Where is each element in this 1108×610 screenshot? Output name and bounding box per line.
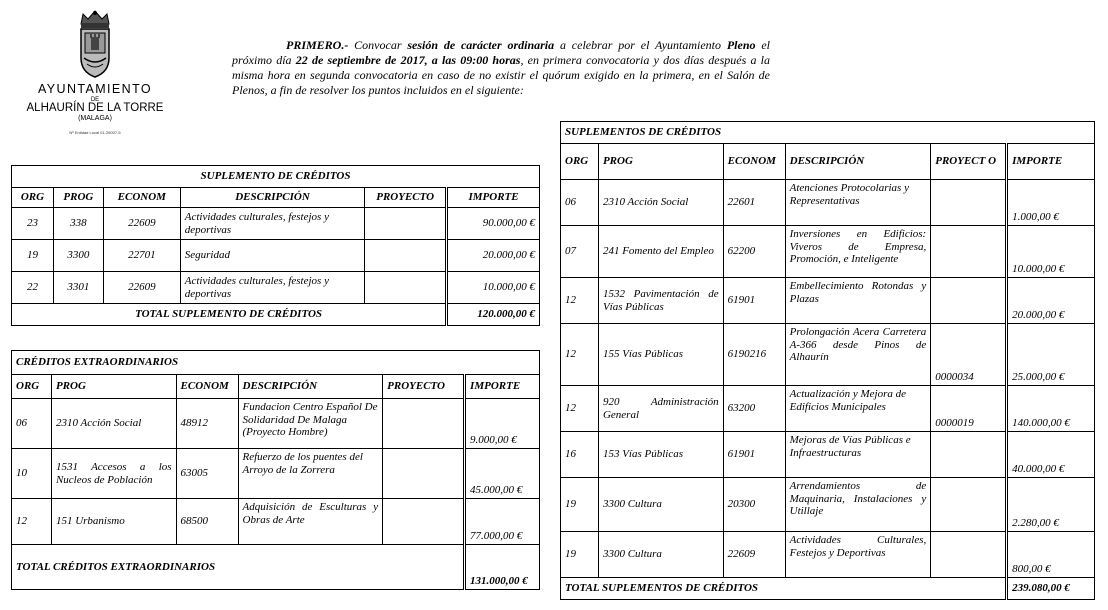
total-value: 120.000,00 € xyxy=(447,304,540,326)
cell-description: Seguridad xyxy=(180,240,364,272)
cell-org: 07 xyxy=(561,226,599,278)
supplement-credits-table xyxy=(11,165,540,326)
intro-session-type: sesión de carácter ordinaria xyxy=(407,38,555,52)
total-label: TOTAL SUPLEMENTOS DE CRÉDITOS xyxy=(561,578,1007,600)
col-header: IMPORTE xyxy=(447,188,540,208)
cell-prog: 2310 Acción Social xyxy=(51,399,176,449)
col-header: ORG xyxy=(12,188,54,208)
org-name: AYUNTAMIENTO xyxy=(37,82,153,96)
cell-description: Inversiones en Edificios: Viveros de Empresa, Promoción, e Inteligente xyxy=(785,226,931,278)
cell-econom: 22701 xyxy=(103,240,180,272)
total-row xyxy=(561,578,1095,600)
cell-econom: 22609 xyxy=(723,532,785,578)
intro-text: , en primera convocatoria y dos días después a la misma hora en segunda convocatoria en caso de no existir el quórum exigido en la primera, en el Salón de Plenos, a fin de resolver los puntos incluidos en el siguiente: xyxy=(232,53,770,97)
cell-org: 16 xyxy=(561,432,599,478)
cell-prog: 153 Vías Públicas xyxy=(598,432,723,478)
cell-amount: 90.000,00 € xyxy=(447,208,540,240)
cell-amount: 20.000,00 € xyxy=(447,240,540,272)
org-name-de: DE xyxy=(90,96,100,103)
cell-org: 12 xyxy=(561,324,599,386)
col-header: ECONOM xyxy=(103,188,180,208)
cell-project: 0000019 xyxy=(931,386,1007,432)
cell-prog: 1532 Pavimentación de Vías Públicas xyxy=(598,278,723,324)
col-header: PROYECT O xyxy=(931,144,1007,180)
cell-prog: 3300 Cultura xyxy=(598,532,723,578)
col-header: PROG xyxy=(51,375,176,399)
cell-org: 12 xyxy=(561,278,599,324)
cell-project xyxy=(383,499,465,545)
cell-econom: 6190216 xyxy=(723,324,785,386)
intro-paragraph xyxy=(232,38,770,98)
cell-org: 19 xyxy=(561,532,599,578)
col-header: IMPORTE xyxy=(465,375,540,399)
cell-description: Actividades culturales, festejos y deportivas xyxy=(180,208,364,240)
cell-prog: 338 xyxy=(53,208,103,240)
org-town: ALHAURÍN DE LA TORRE xyxy=(26,101,164,114)
cell-amount: 800,00 € xyxy=(1007,532,1095,578)
cell-econom: 63200 xyxy=(723,386,785,432)
table-row xyxy=(12,449,540,499)
col-header: IMPORTE xyxy=(1007,144,1095,180)
cell-project xyxy=(365,208,447,240)
cell-project xyxy=(931,532,1007,578)
cell-description: Refuerzo de los puentes del Arroyo de la Zorrera xyxy=(238,449,383,499)
cell-amount: 9.000,00 € xyxy=(465,399,540,449)
cell-prog: 3300 Cultura xyxy=(598,478,723,532)
cell-amount: 140.000,00 € xyxy=(1007,386,1095,432)
credit-supplements-table xyxy=(560,121,1095,600)
cell-description: Actividades culturales, festejos y deportivas xyxy=(180,272,364,304)
cell-econom: 68500 xyxy=(176,499,238,545)
cell-org: 19 xyxy=(12,240,54,272)
cell-prog: 155 Vías Públicas xyxy=(598,324,723,386)
col-header: DESCRIPCIÓN xyxy=(180,188,364,208)
cell-prog: 1531 Accesos a los Nucleos de Población xyxy=(51,449,176,499)
col-header: ORG xyxy=(561,144,599,180)
table-row xyxy=(561,278,1095,324)
intro-date: 22 de septiembre de 2017, a las 09:00 horas xyxy=(295,53,521,67)
cell-prog: 241 Fomento del Empleo xyxy=(598,226,723,278)
table-row xyxy=(561,386,1095,432)
cell-amount: 1.000,00 € xyxy=(1007,180,1095,226)
cell-project xyxy=(365,272,447,304)
cell-prog: 920 Administración General xyxy=(598,386,723,432)
extraordinary-credits-table xyxy=(11,350,540,590)
total-value: 239.080,00 € xyxy=(1007,578,1095,600)
cell-org: 23 xyxy=(12,208,54,240)
cell-org: 22 xyxy=(12,272,54,304)
intro-text: Convocar xyxy=(348,38,408,52)
cell-prog: 151 Urbanismo xyxy=(51,499,176,545)
table-row xyxy=(12,272,540,304)
cell-project xyxy=(931,226,1007,278)
cell-description: Adquisición de Esculturas y Obras de Arte xyxy=(238,499,383,545)
col-header: DESCRIPCIÓN xyxy=(785,144,931,180)
cell-amount: 45.000,00 € xyxy=(465,449,540,499)
intro-body: Pleno xyxy=(726,38,756,52)
total-label: TOTAL CRÉDITOS EXTRAORDINARIOS xyxy=(12,545,465,590)
cell-econom: 61901 xyxy=(723,432,785,478)
total-row xyxy=(12,545,540,590)
cell-econom: 62200 xyxy=(723,226,785,278)
col-header: ORG xyxy=(12,375,52,399)
table-row xyxy=(561,180,1095,226)
table-row xyxy=(561,478,1095,532)
org-entity-number: Nº Entidad Local 01-29007-5 xyxy=(69,130,121,135)
table-row xyxy=(12,499,540,545)
cell-description: Actualización y Mejora de Edificios Municipales xyxy=(785,386,931,432)
cell-description: Actividades Culturales, Festejos y Deportivas xyxy=(785,532,931,578)
cell-amount: 20.000,00 € xyxy=(1007,278,1095,324)
total-row xyxy=(12,304,540,326)
cell-project xyxy=(931,478,1007,532)
table-row xyxy=(561,532,1095,578)
cell-description: Prolongación Acera Carretera A-366 desde Pinos de Alhaurín xyxy=(785,324,931,386)
cell-amount: 10.000,00 € xyxy=(447,272,540,304)
cell-project xyxy=(365,240,447,272)
table-row xyxy=(561,324,1095,386)
table-title: CRÉDITOS EXTRAORDINARIOS xyxy=(12,351,540,375)
col-header: PROYECTO xyxy=(383,375,465,399)
table-title: SUPLEMENTOS DE CRÉDITOS xyxy=(561,122,1095,144)
cell-econom: 22609 xyxy=(103,272,180,304)
cell-econom: 22601 xyxy=(723,180,785,226)
cell-description: Embellecimiento Rotondas y Plazas xyxy=(785,278,931,324)
cell-prog: 3300 xyxy=(53,240,103,272)
col-header: ECONOM xyxy=(723,144,785,180)
cell-project xyxy=(931,180,1007,226)
cell-amount: 40.000,00 € xyxy=(1007,432,1095,478)
cell-prog: 3301 xyxy=(53,272,103,304)
cell-project xyxy=(931,432,1007,478)
letterhead xyxy=(20,8,170,143)
cell-amount: 77.000,00 € xyxy=(465,499,540,545)
cell-econom: 20300 xyxy=(723,478,785,532)
cell-project: 0000034 xyxy=(931,324,1007,386)
cell-org: 10 xyxy=(12,449,52,499)
cell-org: 06 xyxy=(12,399,52,449)
cell-org: 06 xyxy=(561,180,599,226)
cell-econom: 63005 xyxy=(176,449,238,499)
intro-text: a celebrar por el Ayuntamiento xyxy=(554,38,727,52)
table-title: SUPLEMENTO DE CRÉDITOS xyxy=(12,166,540,188)
table-row xyxy=(12,240,540,272)
cell-econom: 22609 xyxy=(103,208,180,240)
table-row xyxy=(12,399,540,449)
intro-text: el próximo día xyxy=(232,38,770,67)
cell-project xyxy=(383,399,465,449)
cell-org: 12 xyxy=(561,386,599,432)
cell-description: Mejoras de Vías Públicas e Infraestructuras xyxy=(785,432,931,478)
total-label: TOTAL SUPLEMENTO DE CRÉDITOS xyxy=(12,304,447,326)
org-province: (MALAGA) xyxy=(78,115,112,122)
cell-org: 12 xyxy=(12,499,52,545)
table-row xyxy=(12,208,540,240)
col-header: DESCRIPCIÓN xyxy=(238,375,383,399)
cell-project xyxy=(383,449,465,499)
total-value: 131.000,00 € xyxy=(465,545,540,590)
cell-amount: 2.280,00 € xyxy=(1007,478,1095,532)
cell-description: Fundacion Centro Español De Solidaridad De Malaga (Proyecto Hombre) xyxy=(238,399,383,449)
cell-description: Arrendamientos de Maquinaria, Instalaciones y Utillaje xyxy=(785,478,931,532)
cell-org: 19 xyxy=(561,478,599,532)
coat-of-arms-icon xyxy=(75,8,115,80)
col-header: PROYECTO xyxy=(365,188,447,208)
col-header: PROG xyxy=(53,188,103,208)
cell-project xyxy=(931,278,1007,324)
intro-heading: PRIMERO.- xyxy=(286,38,349,52)
cell-econom: 61901 xyxy=(723,278,785,324)
cell-description: Atenciones Protocolarias y Representativas xyxy=(785,180,931,226)
cell-amount: 25.000,00 € xyxy=(1007,324,1095,386)
col-header: ECONOM xyxy=(176,375,238,399)
col-header: PROG xyxy=(598,144,723,180)
cell-prog: 2310 Acción Social xyxy=(598,180,723,226)
cell-econom: 48912 xyxy=(176,399,238,449)
table-row xyxy=(561,226,1095,278)
table-row xyxy=(561,432,1095,478)
cell-amount: 10.000,00 € xyxy=(1007,226,1095,278)
